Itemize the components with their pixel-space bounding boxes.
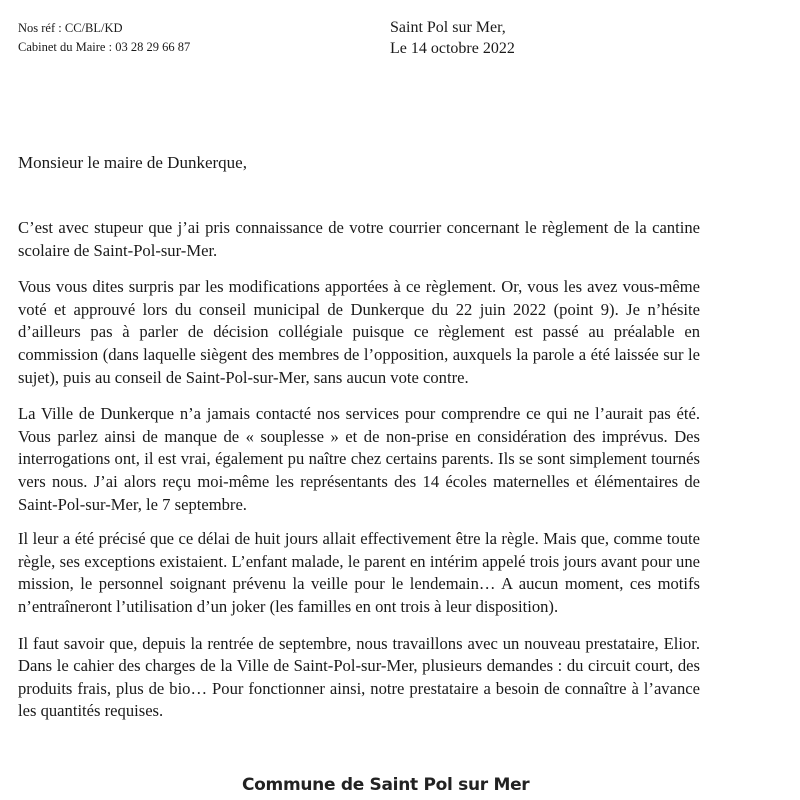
- place-date-block: [390, 17, 515, 59]
- paragraph: C’est avec stupeur que j’ai pris connaissance de votre courrier concernant le règlement de la cantine scolaire de Saint-Pol-sur-Mer.: [18, 218, 700, 260]
- place: Saint Pol sur Mer,: [390, 19, 506, 36]
- paragraph: La Ville de Dunkerque n’a jamais contacté nos services pour comprendre ce qui ne l’aurait pas été. Vous parlez ainsi de manque de « souplesse » et de non-prise en considération des imprévus. Des interrogations ont, il est vrai, également pu naître chez certains parents. Ils se sont simplement tournés vers nous. J’ai alors reçu moi-même les représentants des 14 écoles maternelles et élémentaires de Saint-Pol-sur-Mer, le 7 septembre.: [18, 404, 700, 514]
- paragraph: Il faut savoir que, depuis la rentrée de septembre, nous travaillons avec un nouveau prestataire, Elior. Dans le cahier des charges de la Ville de Saint-Pol-sur-Mer, plusieurs demandes : du circuit court, des produits frais, plus de bio… Pour fonctionner ainsi, notre prestataire a besoin de connaître à l’avance les quantités requises.: [18, 633, 700, 721]
- commune-footer: Commune de Saint Pol sur Mer: [242, 775, 530, 795]
- salutation: Monsieur le maire de Dunkerque,: [18, 153, 247, 172]
- letter-body: [18, 217, 700, 723]
- paragraph: Vous vous dites surpris par les modifications apportées à ce règlement. Or, vous les avez vous-même voté et approuvé lors du conseil municipal de Dunkerque du 22 juin 2022 (point 9). Je n’hésite d’ailleurs pas à parler de décision collégiale puisque ce règlement est passé au préalable en commission (dans laquelle siègent des membres de l’opposition, auxquels la parole a été laissée sur le sujet), puis au conseil de Saint-Pol-sur-Mer, sans aucun vote contre.: [18, 277, 700, 387]
- reference-number: Nos réf : CC/BL/KD: [18, 21, 123, 35]
- letter-date: Le 14 octobre 2022: [390, 40, 515, 57]
- paragraph: Il leur a été précisé que ce délai de huit jours allait effectivement être la règle. Mais que, comme toute règle, ses exceptions existaient. L’enfant malade, le parent en intérim appelé trois jours avant pour une mission, le personnel soignant prévenu la veille pour le lendemain… A aucun moment, ces motifs n’entraîneront l’utilisation d’un joker (les familles en ont trois à leur disposition).: [18, 529, 700, 616]
- cabinet-phone: Cabinet du Maire : 03 28 29 66 87: [18, 40, 191, 54]
- reference-block: [18, 19, 190, 57]
